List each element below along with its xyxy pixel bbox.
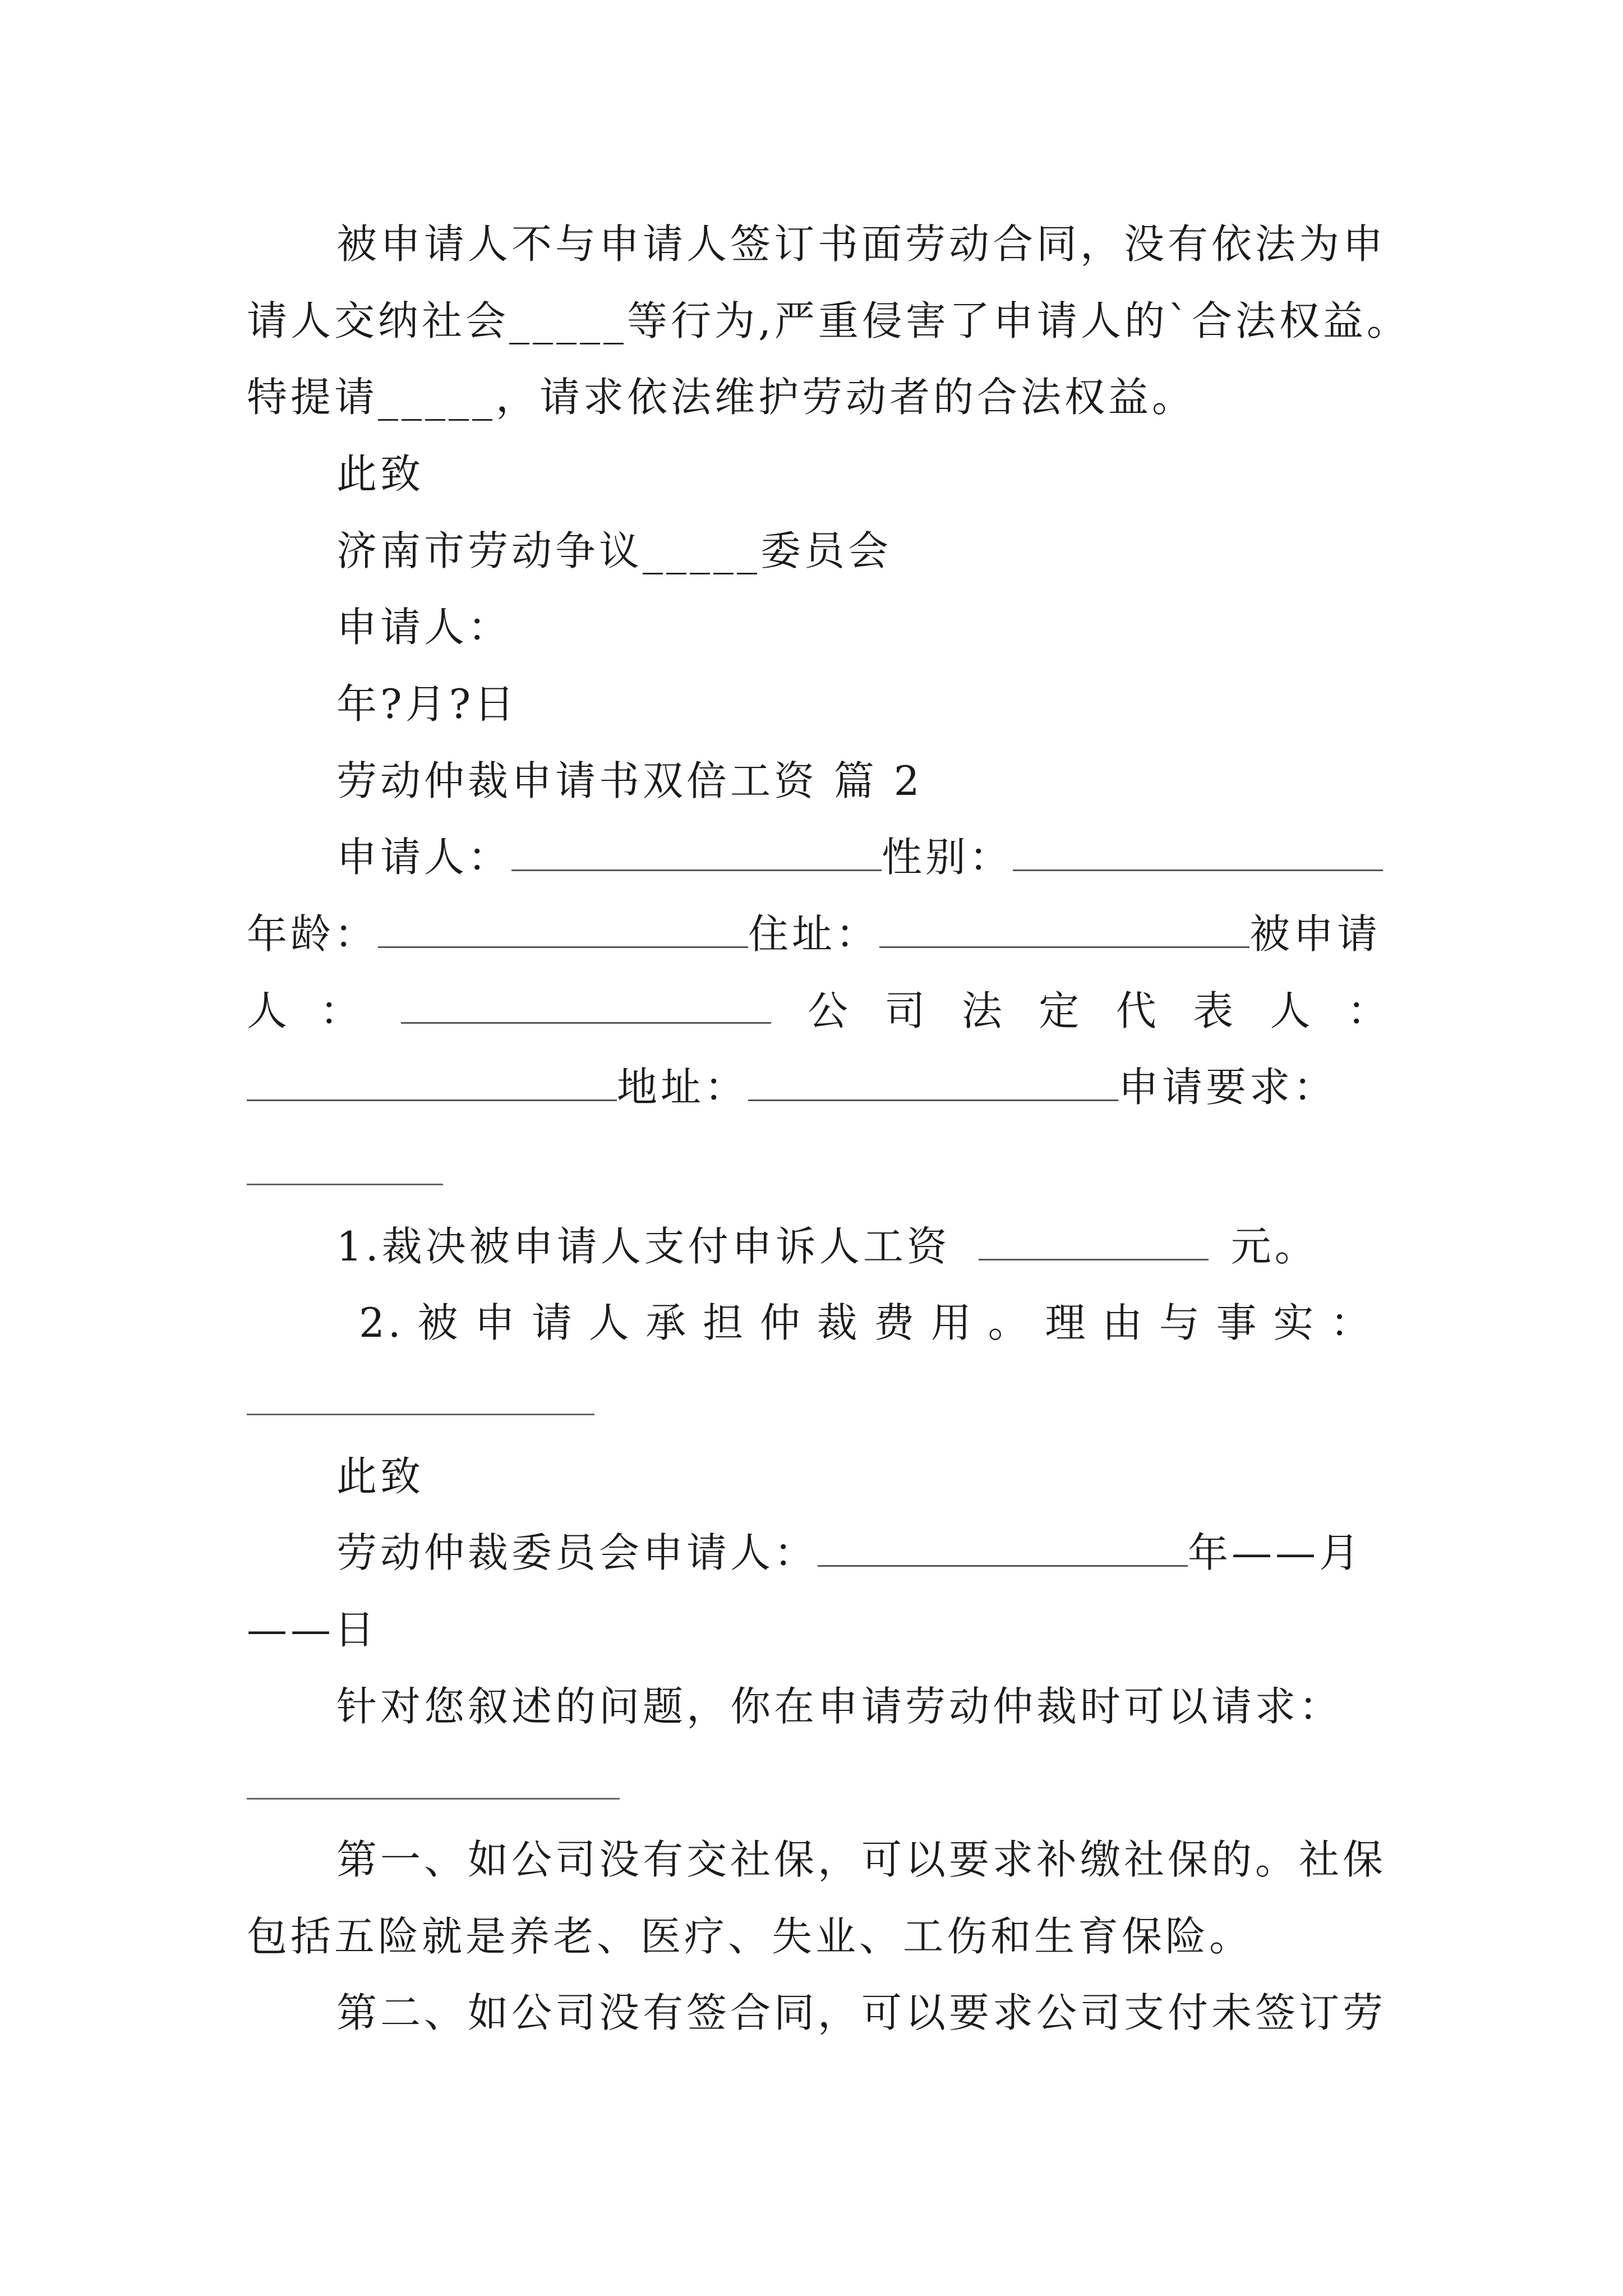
form-line — [336, 829, 1396, 885]
respondent-label-end: 人 — [247, 987, 291, 1034]
address-blank — [879, 907, 1249, 948]
paragraph-line: 针对您叙述的问题，你在申请劳动仲裁时可以请求： — [336, 1683, 1343, 1730]
applicant-blank — [511, 830, 882, 871]
form-line — [247, 983, 1396, 1039]
gender-field-label: 性别： — [882, 834, 1013, 881]
signature-line: 劳动仲裁委员会申请人： 年——月 — [336, 1525, 1396, 1581]
requests-field-label: 申请要求： — [1118, 1064, 1338, 1111]
age-field-label: 年龄： — [247, 910, 379, 958]
paragraph-line: 请人交纳社会_____等行为,严重侵害了申请人的`合法权益。 — [247, 297, 1410, 344]
paragraph-line: 被申请人不与申请人签订书面劳动合同，没有依法为申 — [336, 220, 1387, 268]
representative-blank — [247, 1060, 617, 1101]
addressee: 济南市劳动争议_____委员会 — [336, 527, 892, 574]
salutation: 此致 — [336, 450, 425, 498]
paragraph-line: 包括五险就是养老、医疗、失业、工伤和生育保险。 — [247, 1913, 1253, 1960]
section-title: 劳动仲裁申请书双倍工资 篇 2 — [336, 757, 923, 804]
applicant-label: 申请人： — [336, 604, 512, 651]
wage-amount-blank — [979, 1220, 1209, 1260]
requests-blank — [247, 1184, 443, 1185]
paragraph-line: 特提请_____，请求依法维护劳动者的合法权益。 — [247, 374, 1196, 421]
date-line: 年?月?日 — [336, 680, 518, 728]
request-item-1: 1.裁决被申请人支付申诉人工资 元。 — [336, 1218, 1396, 1274]
gender-blank — [1013, 830, 1383, 871]
date-line: ——日 — [247, 1606, 379, 1653]
respondent-label-start: 被申请 — [1249, 910, 1381, 958]
location-field-label: 地址： — [617, 1064, 749, 1111]
age-blank — [378, 907, 748, 948]
paragraph-line: 第一、如公司没有交社保，可以要求补缴社保的。社保 — [336, 1836, 1387, 1883]
form-line — [247, 906, 1396, 962]
form-line — [247, 1059, 1396, 1115]
legal-representative-label: 公 司 法 定 代 表 人 ： — [808, 987, 1391, 1034]
request-item-2: 2. 被 申 请 人 承 担 仲 裁 费 用 。 理 由 与 事 实 ： — [359, 1299, 1374, 1346]
separator-rule — [247, 1798, 620, 1800]
reasons-blank — [247, 1414, 594, 1415]
paragraph-line: 第二、如公司没有签合同，可以要求公司支付未签订劳 — [336, 1989, 1387, 2036]
colon: ： — [320, 987, 364, 1034]
signature-blank — [818, 1526, 1188, 1567]
respondent-blank — [401, 983, 771, 1024]
location-blank — [748, 1060, 1118, 1101]
salutation: 此致 — [336, 1453, 425, 1500]
address-field-label: 住址： — [748, 910, 880, 958]
applicant-field-label: 申请人： — [336, 834, 512, 881]
